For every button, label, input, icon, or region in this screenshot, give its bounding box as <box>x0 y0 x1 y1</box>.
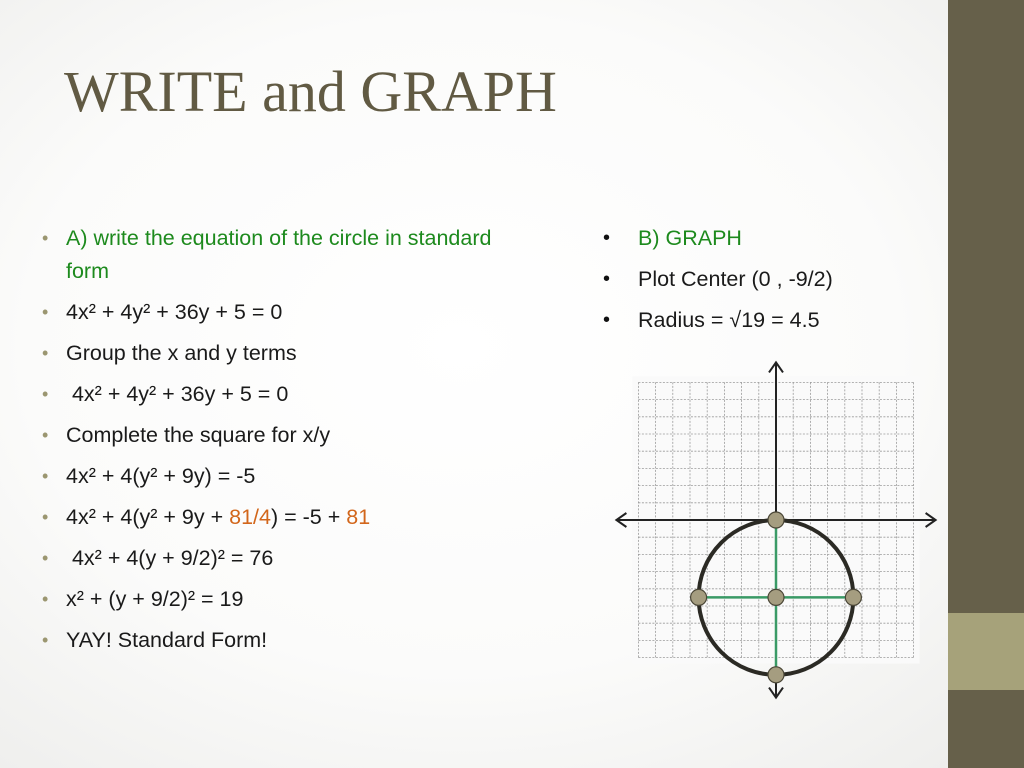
bullet-icon: • <box>42 228 49 248</box>
step-text: Group the x and y terms <box>66 341 297 365</box>
bullet-icon: • <box>42 630 49 650</box>
plotted-point <box>768 512 784 528</box>
step-highlight: 81/4 <box>229 505 271 529</box>
plotted-point <box>691 589 707 605</box>
slide-title: WRITE and GRAPH <box>64 59 557 124</box>
graph-step-text: Radius = √19 = 4.5 <box>638 308 820 332</box>
step-text: 4x² + 4y² + 36y + 5 = 0 <box>66 382 289 406</box>
step-text: Complete the square for x/y <box>66 423 331 447</box>
bullet-icon: • <box>42 466 49 486</box>
graph-step-text: B) GRAPH <box>638 226 742 250</box>
plotted-point <box>768 589 784 605</box>
step-instruction <box>42 222 522 288</box>
bullet-icon: • <box>42 548 49 568</box>
step-original-equation <box>42 296 522 329</box>
plotted-point <box>845 589 861 605</box>
bullet-icon: • <box>42 425 49 445</box>
sidebar-accent-decoration <box>948 613 1024 690</box>
graph-step-text: Plot Center (0 , -9/2) <box>638 267 833 291</box>
graph-radius-step <box>601 304 931 337</box>
step-squared-form <box>42 542 522 575</box>
step-highlight: 81 <box>346 505 371 529</box>
bullet-icon: • <box>42 302 49 322</box>
step-complete-square <box>42 419 522 452</box>
step-text-part: 4x² + 4(y² + 9y + <box>66 505 230 529</box>
step-factored <box>42 460 522 493</box>
step-text: 4x² + 4(y + 9/2)² = 76 <box>66 546 274 570</box>
step-group-terms <box>42 337 522 370</box>
step-text: 4x² + 4y² + 36y + 5 = 0 <box>66 300 283 324</box>
step-text: x² + (y + 9/2)² = 19 <box>66 587 244 611</box>
bullet-icon: • <box>42 507 49 527</box>
bullet-icon: • <box>603 227 611 249</box>
step-standard-form <box>42 583 522 616</box>
bullet-icon: • <box>42 384 49 404</box>
bullet-icon: • <box>603 268 611 290</box>
step-text-part: ) = -5 + <box>270 505 347 529</box>
bullet-icon: • <box>42 343 49 363</box>
step-grouped-equation <box>42 378 522 411</box>
circle-graph <box>600 350 945 705</box>
plotted-point <box>768 667 784 683</box>
graph-heading <box>601 222 931 255</box>
graph-center-step <box>601 263 931 296</box>
equation-steps-list <box>42 222 522 665</box>
step-text: 4x² + 4(y² + 9y) = -5 <box>66 464 256 488</box>
graph-steps-list <box>601 222 931 345</box>
step-text: A) write the equation of the circle in standard form <box>66 226 492 283</box>
step-conclusion <box>42 624 522 657</box>
step-add-constant <box>42 501 522 534</box>
bullet-icon: • <box>603 309 611 331</box>
bullet-icon: • <box>42 589 49 609</box>
step-text: YAY! Standard Form! <box>66 628 268 652</box>
